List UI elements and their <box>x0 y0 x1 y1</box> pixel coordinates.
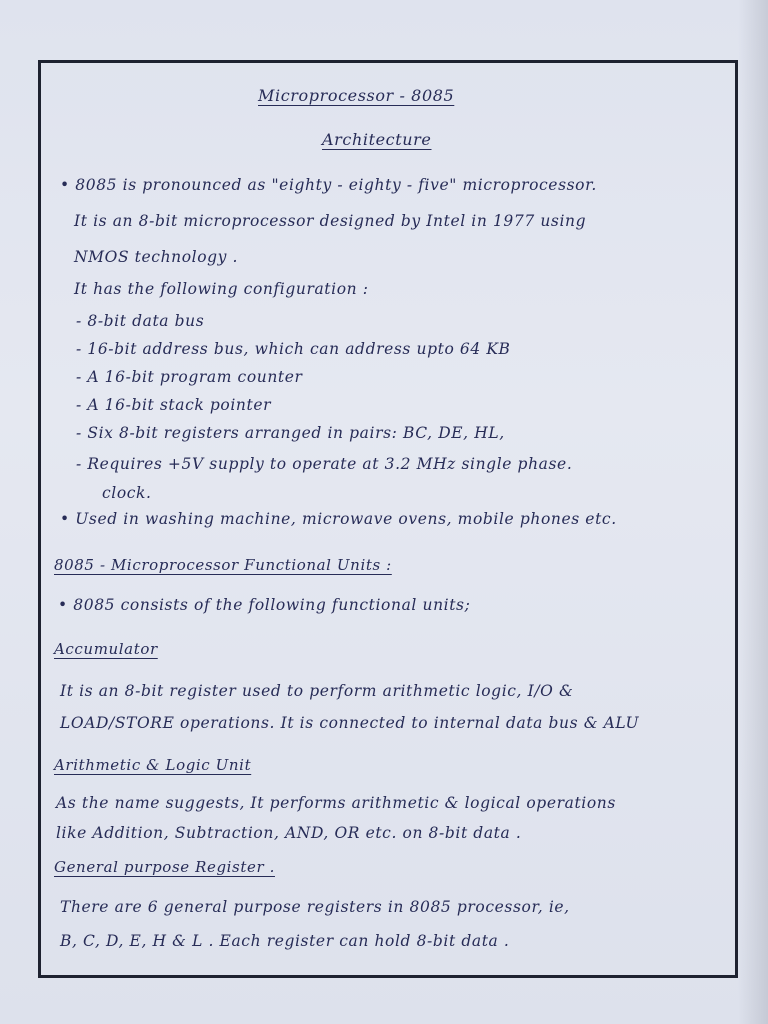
config-item: - A 16-bit stack pointer <box>76 396 272 414</box>
usage-line: • Used in washing machine, microwave ovens, mobile phones etc. <box>60 510 617 528</box>
functional-units-heading: 8085 - Microprocessor Functional Units : <box>54 556 392 574</box>
intro-line-4: It has the following configuration : <box>74 280 369 298</box>
intro-line-2: It is an 8-bit microprocessor designed by Intel in 1977 using <box>74 212 587 230</box>
config-item: - 16-bit address bus, which can address upto 64 KB <box>76 340 511 358</box>
accumulator-line-1: It is an 8-bit register used to perform arithmetic logic, I/O & <box>60 682 574 700</box>
gpr-heading: General purpose Register . <box>54 858 275 876</box>
config-item: - A 16-bit program counter <box>76 368 303 386</box>
page-title: Microprocessor - 8085 <box>258 86 455 105</box>
page-subtitle: Architecture <box>322 130 432 149</box>
config-item: - Six 8-bit registers arranged in pairs: BC, DE, HL, <box>76 424 505 442</box>
gpr-line-2: B, C, D, E, H & L . Each register can hold 8-bit data . <box>60 932 510 950</box>
alu-heading: Arithmetic & Logic Unit <box>54 756 252 774</box>
page-edge-shadow <box>738 0 768 1024</box>
config-item: - Requires +5V supply to operate at 3.2 MHz single phase. <box>76 455 573 473</box>
alu-line-2: like Addition, Subtraction, AND, OR etc. on 8-bit data . <box>56 824 522 842</box>
config-item-continuation: clock. <box>102 484 152 502</box>
config-item: - 8-bit data bus <box>76 312 205 330</box>
gpr-line-1: There are 6 general purpose registers in 8085 processor, ie, <box>60 898 570 916</box>
functional-units-intro: • 8085 consists of the following functional units; <box>58 596 471 614</box>
intro-line-3: NMOS technology . <box>74 248 239 266</box>
accumulator-line-2: LOAD/STORE operations. It is connected to internal data bus & ALU <box>60 714 640 732</box>
intro-line-1: • 8085 is pronounced as "eighty - eighty - five" microprocessor. <box>60 176 597 194</box>
alu-line-1: As the name suggests, It performs arithmetic & logical operations <box>56 794 616 812</box>
accumulator-heading: Accumulator <box>54 640 158 658</box>
